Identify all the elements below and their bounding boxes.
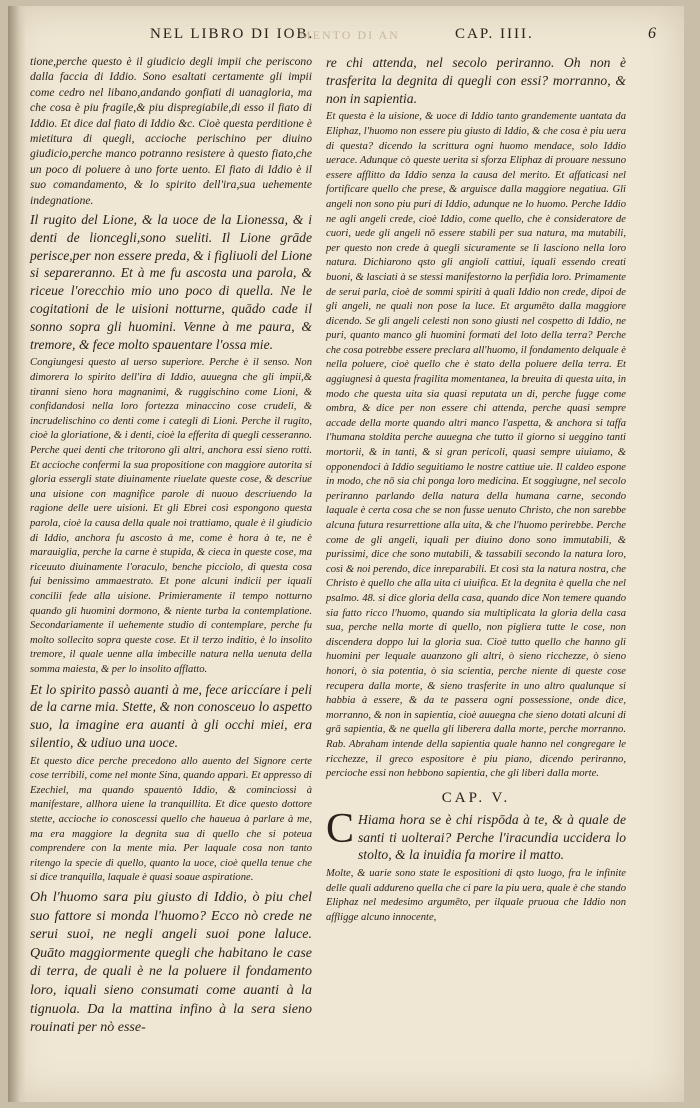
paragraph: re chi attenda, nel secolo periranno. Oh non è trasferita la degnita di quegli con essi? morranno, & non in sapientia.: [326, 55, 626, 106]
drop-cap: C: [326, 805, 355, 852]
paragraph: tione,perche questo è il giudicio degli impii che periscono dalla faccia di Iddio. Sono esaltati certamente gli impii come cedro nel libano,andando gonfiati di uanagloria, ma che cosa è piu fragile,& piu dispregiabile,di esso il fiato di Iddio. Et dice dal fiato di Iddio &c. Cioè questa perditione è mietitura di quegli, accioche perischino per diuino giudicio,perche manco potranno resistere à questo fiato,che un poco di poluere à uno forte uento. El fiato di Iddio è il suo comandamento, & lo spirito dell'ira,sua uehemente indegnatione.: [30, 55, 312, 207]
paragraph: Et questo dice perche precedono allo auento del Signore certe cose terribili, come nel monte Sina, quando apparì. Et appresso di Ezechiel, ma quando spauentò Iddio, & cominciossi à manifestare, allhora uiene la tranquillita. Et dice questo dottore stette, accioche io conoscessi quello che haueua à parlare à me, ma era maggiore la degnita sua di quello che si poteua comprendere con la mente mia. Per laquale cosa non tanto ritengo la specie di quello, quanto la uoce, cioè quella tenue che si dice tranquilla, laquale è quasi soaue aspiratione.: [30, 755, 312, 884]
verse-text: Hiama hora se è chi rispōda à te, & à quale de santi ti uolterai? Perche l'iracundia uccidera lo stolto, & la inuidia fa morire il matto.: [358, 811, 626, 863]
paragraph: Il rugito del Lione, & la uoce de la Lionessa, & i denti de lioncegli,sono sueliti. Il Lione grāde perisce,per non essere preda, & i figliuoli del Lione si separeranno. Et à me fu ascosta una parola, & riceue l'orecchio mio uno poco di quella. Ne le cogitationi de le uisioni notturne, quādo cade il sonno sopra gli huomini. Venne à me paura, & tremore, & fece molto spauentare l'ossa mie.: [30, 212, 312, 352]
binding-gutter: [8, 6, 26, 1102]
chapter-v-heading: CAP. V.: [441, 789, 511, 806]
paragraph: Congiungesi questo al uerso superiore. Perche è il senso. Non dimorera lo spirito dell'ira di Iddio, auuegna che gli impii,& tiranni sieno hora magnanimi, & ruggischino come Lioni, & confidandosi nella loro fortezza minaccino cose crudeli, & incrudelischino co denti come i categli di Lioni. Perche il rugito, cioè la gloriatione, & i denti, cioè la efferita di quegli cesseranno. Perche quei denti che tritorono gli altri, anchora essi sieno rotti. Et accioche confermi la sua propositione con maggiore autorita si gloria essergli state diuinamente riuelate queste cose, & descriue una uisione con magnifice parole di nuouo descriuendo la ragione delle uere uisioni. Et gli Ebrei così espongono questa parola, cioè la causa della quale noi trattiamo, quale è il giudicio di Iddio, anchora fu ascosto à me, come è hora à te, ne è marauiglia, perche la carne è stupida, & cieca in queste cose, ma riceuuto diuinamente l'oraculo, benche picciolo, di questa cosa fui benissimo ammaestrato. Et pone alcuni indicii per iquali concilii fede alla uisione. Primieramente il tempo notturno quando gli huomini dormono, & niente turba la contemplatione. Secondariamente il uehemente studio di contemplare, perche fu molto sollecito sopra queste cose. Et il terzo inditio, è lo insolito tremore, il quale uenne alla imbecille natura nella uenuta della somma maiesta, & per lo insolito afflatto.: [30, 357, 312, 675]
chapter-heading: CAP. IIII.: [455, 26, 534, 42]
bleed-through-text: MENTO DI AN: [300, 28, 400, 42]
left-column: [30, 54, 312, 1092]
book-page: [8, 6, 684, 1102]
right-column: [326, 54, 626, 1092]
chapter-v-commentary: Molte, & uarie sono state le espositioni di qsto luogo, fra le infinite delle quali addureno quella che ci pare la piu uera, quale è che stando Eliphaz nel medesimo argumēto, per ilquale pruoua che Iddio non affligge alcuno innocente,: [326, 868, 626, 923]
running-header: [28, 26, 664, 48]
paragraph: Oh l'huomo sara piu giusto di Iddio, ò piu chel suo fattore si monda l'huomo? Ecco nò crede ne serui suoi, ne negli angeli suoi pone laluce. Quāto maggiormente quegli che habitano le case di terra, de quali è ne la poluere il fondamento loro, iquali sieno consumati come auanti à la tignuola. Da la mattina infino à la sera sieno rouinati per nò esse-: [30, 890, 312, 1036]
running-title: NEL LIBRO DI IOB.: [150, 26, 315, 42]
chapter-v-verse: [326, 805, 626, 864]
paragraph: Et questa è la uisione, & uoce di Iddio tanto grandemente uantata da Eliphaz, l'huomo non essere piu giusto di Iddio, & che cosa è piu uera di questa? dicendo la scrittura ogni huomo mendace, solo Iddio uerace. Adunque cò queste uerita si sforza Eliphaz di prouare nessuno essere afflitto da Iddio senza la causa del merito. Et affaticasi nel fortificare quello che prese, & arguisce dalla maggiore negatiua. Gli angeli non sono piu puri di Iddio, adunque ne lo huomo. Perche Iddio ne agli angeli crede, cioè Iddio, come quello, che è consideratore de cuori, uede gli angeli nō essere stabili per sua natura, ma mutabili, per questo non crede à quegli sicuramente se li lasciono nella loro natura. Dichiarono qsto gli angioli cattiui, iquali essendo creati buoni, & lasciati à se stessi manifestorno la perfidia loro. Primamente de serui parla, cioè de sommi spiriti à quali Iddio non crede, dipoi de gli angeli, ne quali non pose la luce. Et argumēto dalla maggiore dicendo. Se gli angeli celesti non sono giusti nel cospetto di Iddio, ne puri, quanto manco gli huomini formati del loto della terra? Perche che cosa potrebbe essere preclara all'huomo, il fondamento delquale è nella poluere, cioè quello che è stato della poluere della terra. Et aggiugnesi à questa fragilita momentanea, la breuita di questa uita, in modo che questa uita sia quasi reputata un di, perche fugge come ombra, & dice per non essere chi attenda, perche quasi sempre accade della morte quando altri manco l'aspetta, & anchora si taffa l'humana stoldita perche auuegna che tutto il giorno si ueggino tanti mortorii, & in tanti, & si gran pericoli, quasi sempre uiuiamo, & opponendoci à Iddio seguitiamo le nostre cattiue uie. Il caldeo espone in modo, che nō sia chi ponga loro medicina. Et soggiugne, nel secolo periranno parlando della natura della humana carne, secondo laquale è certa cosa che se non fusse uenuto Christo, che non sarebbe alcuna futura resurrettione alla uita, & che l'huomo perirebbe. Perche come de gli angeli, iquali per diuino dono sono immutabili, & purissimi, dice che sono mutabili, & tassabili secondo la natura loro, così & noi perendo, dice inreparabili. Et così sta la natura nostra, che Christo è quello che alla uita ci uiuifica. Et la degnita è quella che nel psalmo. 48. si dice gloria della casa, quando dice Non temere quando sia fatto ricco l'huomo, quando sia multiplicata la gloria della casa sua, perche nella morte di quello, non pigliera tutte le cose, non discendera doppo lui la gloria sua. Cioè tutto quello che hanno gli huomini per lequale auanzono gli altri, ò sieno ricchezze, ò sieno honori, ò sia potentia, ò sia scientia, perche niente di queste cose recupera dalla morte, & sieno trasferite in uno altro qualunque si habbia à essere, & da te passera ogni possessione, onde dice, morranno, & non in sapientia, cioè auuegna che sieno dotati alcuni di grā sapientia, & ne quella gli liberera dalla morte, perche morranno. Rab. Abraham intende della sapientia quale hanno nel congregare le ricchezze, il greco espositore è piu piano, dicendo periranno, percioche essi non hebbono sapientia, che gli liberi dalla morte.: [326, 111, 626, 780]
folio-number: 6: [648, 25, 656, 42]
paragraph: Et lo spirito passò auanti à me, fece ariccíare i peli de la carne mia. Stette, & non conosceuo lo aspetto suo, la imagine era auanti à gli occhi miei, era silentio, & udiuo una uoce.: [30, 681, 312, 750]
